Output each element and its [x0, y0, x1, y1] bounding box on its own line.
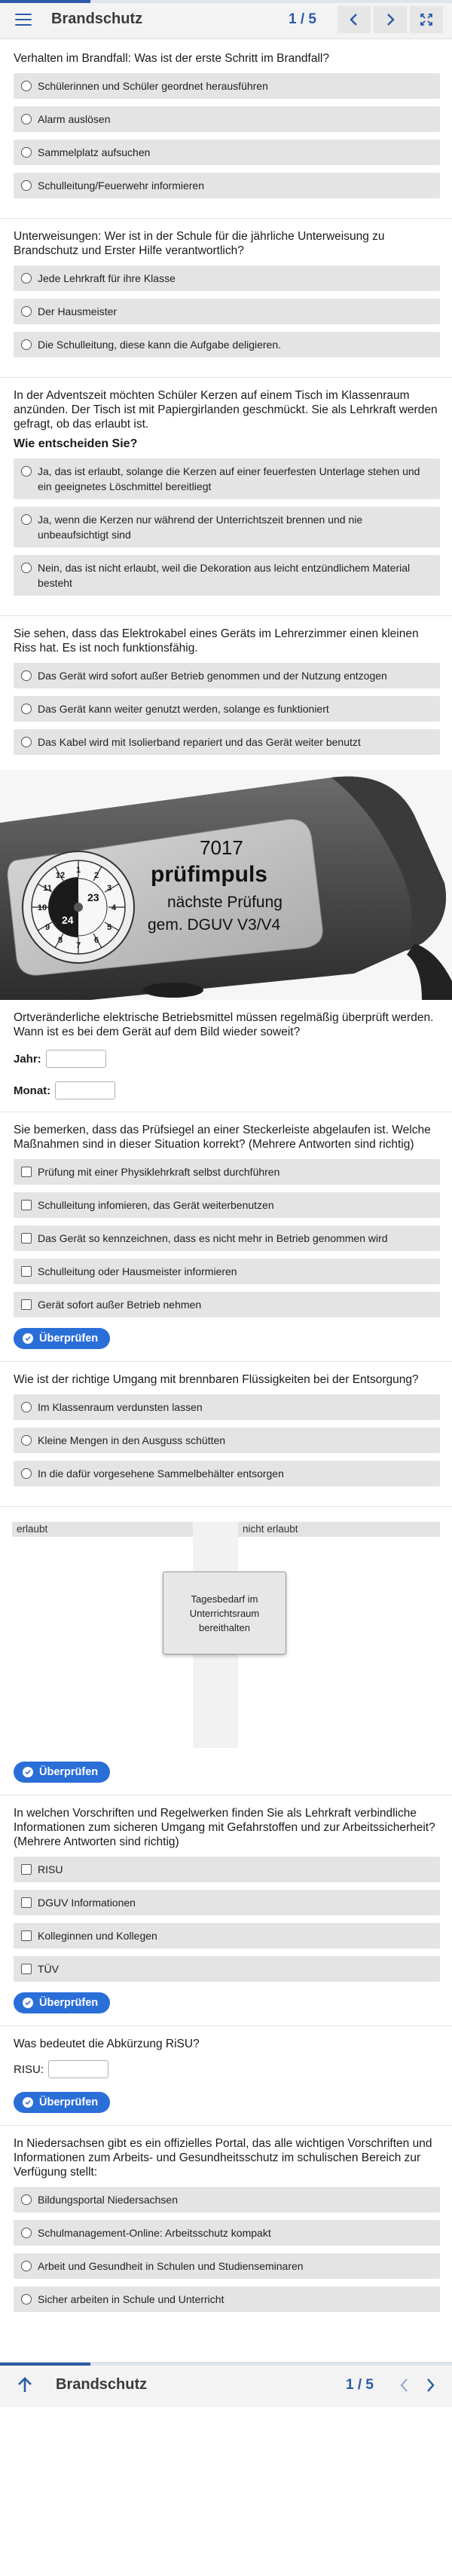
inspection-seal	[23, 851, 134, 963]
radio-button[interactable]	[21, 1435, 32, 1446]
check-icon	[23, 1333, 33, 1344]
bottom-bar	[0, 2362, 452, 2407]
svg-text:2: 2	[93, 871, 99, 880]
label-brand: prüfimpuls	[151, 862, 267, 887]
question-1	[0, 39, 452, 219]
question-text: Unterweisungen: Wer ist in der Schule für die jährliche Unterweisung zu Brandschutz und Erster Hilfe verantwortlich?	[14, 230, 385, 257]
year-label: Jahr:	[14, 1052, 41, 1066]
answer-option[interactable]: Im Klassenraum verdunsten lassen	[14, 1394, 440, 1420]
checkbox[interactable]	[21, 1266, 32, 1277]
risu-input[interactable]	[48, 2060, 108, 2078]
check-button[interactable]: Überprüfen	[14, 1762, 110, 1783]
check-icon	[23, 2097, 33, 2108]
month-row	[14, 1081, 440, 1099]
question-prompt: Wie entscheiden Sie?	[14, 437, 138, 450]
answer-option[interactable]: In die dafür vorgesehene Sammelbehälter entsorgen	[14, 1461, 440, 1486]
answer-option[interactable]: DGUV Informationen	[14, 1890, 440, 1915]
chevron-right-icon	[425, 2378, 435, 2393]
question-text: Was bedeutet die Abkürzung RiSU?	[14, 2038, 200, 2050]
svg-text:1: 1	[75, 866, 81, 875]
checkbox[interactable]	[21, 1864, 32, 1875]
answer-option[interactable]: Das Gerät so kennzeichnen, dass es nicht mehr in Betrieb genommen wird	[14, 1225, 440, 1251]
answer-option[interactable]: Prüfung mit einer Physiklehrkraft selbst durchführen	[14, 1159, 440, 1185]
chevron-left-icon	[399, 2378, 410, 2393]
year-row	[14, 1050, 440, 1068]
answer-option[interactable]: Das Kabel wird mit Isolierband repariert und das Gerät weiter benutzt	[14, 729, 440, 755]
question-4	[0, 616, 452, 770]
label-line1: nächste Prüfung	[167, 894, 282, 911]
radio-button[interactable]	[21, 114, 32, 124]
question-8	[0, 1507, 452, 1796]
arrow-up-icon	[17, 2377, 32, 2394]
radio-button[interactable]	[21, 273, 32, 284]
radio-button[interactable]	[21, 81, 32, 91]
radio-button[interactable]	[21, 1402, 32, 1412]
radio-button[interactable]	[21, 670, 32, 681]
radio-button[interactable]	[21, 466, 32, 477]
answer-option[interactable]: Jede Lehrkraft für ihre Klasse	[14, 265, 440, 291]
question-5	[0, 1000, 452, 1112]
question-9	[0, 1796, 452, 2026]
svg-text:4: 4	[111, 903, 117, 912]
radio-button[interactable]	[21, 147, 32, 158]
svg-text:5: 5	[106, 923, 112, 932]
checkbox[interactable]	[21, 1930, 32, 1941]
question-2	[0, 219, 452, 378]
answer-option[interactable]: TÜV	[14, 1956, 440, 1982]
footer-prev-button[interactable]	[392, 2378, 417, 2393]
question-text: Wie ist der richtige Umgang mit brennbaren Flüssigkeiten bei der Entsorgung?	[14, 1373, 419, 1386]
svg-text:11: 11	[43, 884, 52, 893]
answer-option[interactable]: Die Schulleitung, diese kann die Aufgabe deligieren.	[14, 332, 440, 357]
drag-drop-area	[12, 1522, 440, 1748]
svg-text:7: 7	[75, 941, 81, 950]
radio-button[interactable]	[21, 2228, 32, 2238]
radio-button[interactable]	[21, 704, 32, 714]
checkbox[interactable]	[21, 1897, 32, 1908]
radio-button[interactable]	[21, 514, 32, 525]
svg-text:12: 12	[55, 871, 66, 880]
question-text: In Niedersachsen gibt es ein offizielles Portal, das alle wichtigen Vorschriften und Informationen zum Arbeits- und Gesundheitsschutz im schulischen Bereich zur Verfügung stellt:	[14, 2137, 432, 2179]
answer-option[interactable]: Schulmanagement-Online: Arbeitsschutz kompakt	[14, 2220, 440, 2246]
device-test-label-photo	[0, 770, 452, 1000]
question-3	[0, 378, 452, 616]
checkbox[interactable]	[21, 1200, 32, 1210]
question-10	[0, 2026, 452, 2126]
check-button[interactable]: Überprüfen	[14, 1328, 110, 1349]
radio-button[interactable]	[21, 2261, 32, 2271]
checkbox[interactable]	[21, 1233, 32, 1244]
answer-option[interactable]: Der Hausmeister	[14, 299, 440, 324]
question-text: Verhalten im Brandfall: Was ist der erste Schritt im Brandfall?	[14, 52, 329, 65]
check-button[interactable]: Überprüfen	[14, 1992, 110, 2013]
question-text: Sie bemerken, dass das Prüfsiegel an einer Steckerleiste abgelaufen ist. Welche Maßnahmen sind in dieser Situation korrekt? (Mehrere Antworten sind richtig)	[14, 1124, 431, 1151]
fullscreen-icon	[420, 13, 433, 26]
radio-button[interactable]	[21, 306, 32, 317]
question-6	[0, 1112, 452, 1362]
year-input[interactable]	[46, 1050, 106, 1068]
answer-option[interactable]: Nein, das ist nicht erlaubt, weil die Dekoration aus leicht entzündlichem Material besteht	[14, 555, 440, 596]
answer-option[interactable]: Ja, wenn die Kerzen nur während der Unterrichtszeit brennen und nie unbeaufsichtigt sind	[14, 507, 440, 547]
svg-text:23: 23	[87, 891, 99, 903]
radio-button[interactable]	[21, 1468, 32, 1479]
radio-button[interactable]	[21, 180, 32, 191]
risu-row	[14, 2060, 440, 2078]
question-11	[0, 2126, 452, 2332]
answer-option[interactable]: Schulleitung/Feuerwehr informieren	[14, 173, 440, 198]
question-text: Ortveränderliche elektrische Betriebsmittel müssen regelmäßig überprüft werden. Wann ist es bei dem Gerät auf dem Bild wieder soweit?	[14, 1011, 434, 1038]
svg-text:6: 6	[93, 936, 99, 945]
answer-option[interactable]: Kleine Mengen in den Ausguss schütten	[14, 1428, 440, 1453]
device-illustration	[0, 770, 452, 1000]
draggable-card[interactable]: Tagesbedarf im Unterrichtsraum bereithalten	[163, 1572, 286, 1654]
month-label: Monat:	[14, 1084, 51, 1097]
drop-zone-title: nicht erlaubt	[238, 1522, 440, 1537]
month-input[interactable]	[55, 1081, 115, 1099]
svg-text:9: 9	[44, 923, 50, 932]
answer-option[interactable]: Bildungsportal Niedersachsen	[14, 2187, 440, 2213]
answer-option[interactable]: Schulleitung infomieren, das Gerät weiterbenutzen	[14, 1192, 440, 1218]
chevron-left-icon	[349, 13, 359, 26]
answer-option[interactable]: Schülerinnen und Schüler geordnet herausführen	[14, 73, 440, 99]
progress-bar	[0, 0, 452, 3]
answer-option[interactable]: Ja, das ist erlaubt, solange die Kerzen auf einer feuerfesten Unterlage stehen und ein geeignetes Löschmittel bereitliegt	[14, 458, 440, 499]
answer-option[interactable]: RISU	[14, 1857, 440, 1882]
fullscreen-button[interactable]	[410, 6, 443, 33]
chevron-right-icon	[385, 13, 396, 26]
checkbox[interactable]	[21, 1299, 32, 1310]
footer-title: Brandschutz	[56, 2376, 148, 2393]
drop-zone-title: erlaubt	[12, 1522, 193, 1537]
answer-option[interactable]: Gerät sofort außer Betrieb nehmen	[14, 1292, 440, 1317]
checkbox[interactable]	[21, 1964, 32, 1974]
check-icon	[23, 1767, 33, 1777]
next-page-button[interactable]	[374, 6, 407, 33]
check-button[interactable]: Überprüfen	[14, 2092, 110, 2113]
prev-page-button[interactable]	[337, 6, 371, 33]
radio-button[interactable]	[21, 2194, 32, 2205]
svg-text:8: 8	[57, 936, 63, 945]
scroll-top-button[interactable]	[14, 2377, 36, 2394]
radio-button[interactable]	[21, 737, 32, 747]
question-text: In welchen Vorschriften und Regelwerken finden Sie als Lehrkraft verbindliche Informationen zum sicheren Umgang mit Gefahrstoffen und zur Arbeitssicherheit? (Mehrere Antworten sind richtig)	[14, 1807, 435, 1848]
question-text: Sie sehen, dass das Elektrokabel eines Geräts im Lehrerzimmer einen kleinen Riss hat. Es ist noch funktionsfähig.	[14, 627, 419, 655]
answer-option[interactable]: Arbeit und Gesundheit in Schulen und Studienseminaren	[14, 2253, 440, 2279]
check-icon	[23, 1998, 33, 2008]
risu-label: RISU:	[14, 2062, 44, 2076]
answer-option[interactable]: Alarm auslösen	[14, 106, 440, 132]
answer-option[interactable]: Das Gerät kann weiter genutzt werden, solange es funktioniert	[14, 696, 440, 722]
page-indicator: 1 / 5	[289, 11, 316, 27]
svg-text:3: 3	[106, 884, 112, 893]
checkbox[interactable]	[21, 1167, 32, 1177]
top-bar	[0, 0, 452, 39]
svg-text:24: 24	[62, 914, 74, 926]
question-text: In der Adventszeit möchten Schüler Kerzen auf einem Tisch im Klassenraum anzünden. Der Tisch ist mit Papiergirlanden geschmückt. Sie als Lehrkraft werden gefragt, ob das erlaubt ist.	[14, 389, 438, 431]
answer-option[interactable]: Kolleginnen und Kollegen	[14, 1923, 440, 1949]
label-number: 7017	[200, 836, 243, 859]
progress-bar	[0, 2363, 452, 2366]
question-7	[0, 1362, 452, 1507]
radio-button[interactable]	[21, 2294, 32, 2305]
footer-next-button[interactable]	[417, 2378, 443, 2393]
menu-icon[interactable]	[15, 14, 32, 26]
answer-option[interactable]: Sammelplatz aufsuchen	[14, 140, 440, 165]
radio-button[interactable]	[21, 563, 32, 573]
answer-option[interactable]: Sicher arbeiten in Schule und Unterricht	[14, 2286, 440, 2312]
footer-page-indicator: 1 / 5	[346, 2376, 374, 2393]
answer-option[interactable]: Das Gerät wird sofort außer Betrieb genommen und der Nutzung entzogen	[14, 663, 440, 688]
app-title: Brandschutz	[51, 11, 143, 27]
svg-text:10: 10	[37, 903, 47, 912]
radio-button[interactable]	[21, 339, 32, 350]
label-line2: gem. DGUV V3/V4	[148, 916, 281, 934]
answer-option[interactable]: Schulleitung oder Hausmeister informieren	[14, 1259, 440, 1284]
